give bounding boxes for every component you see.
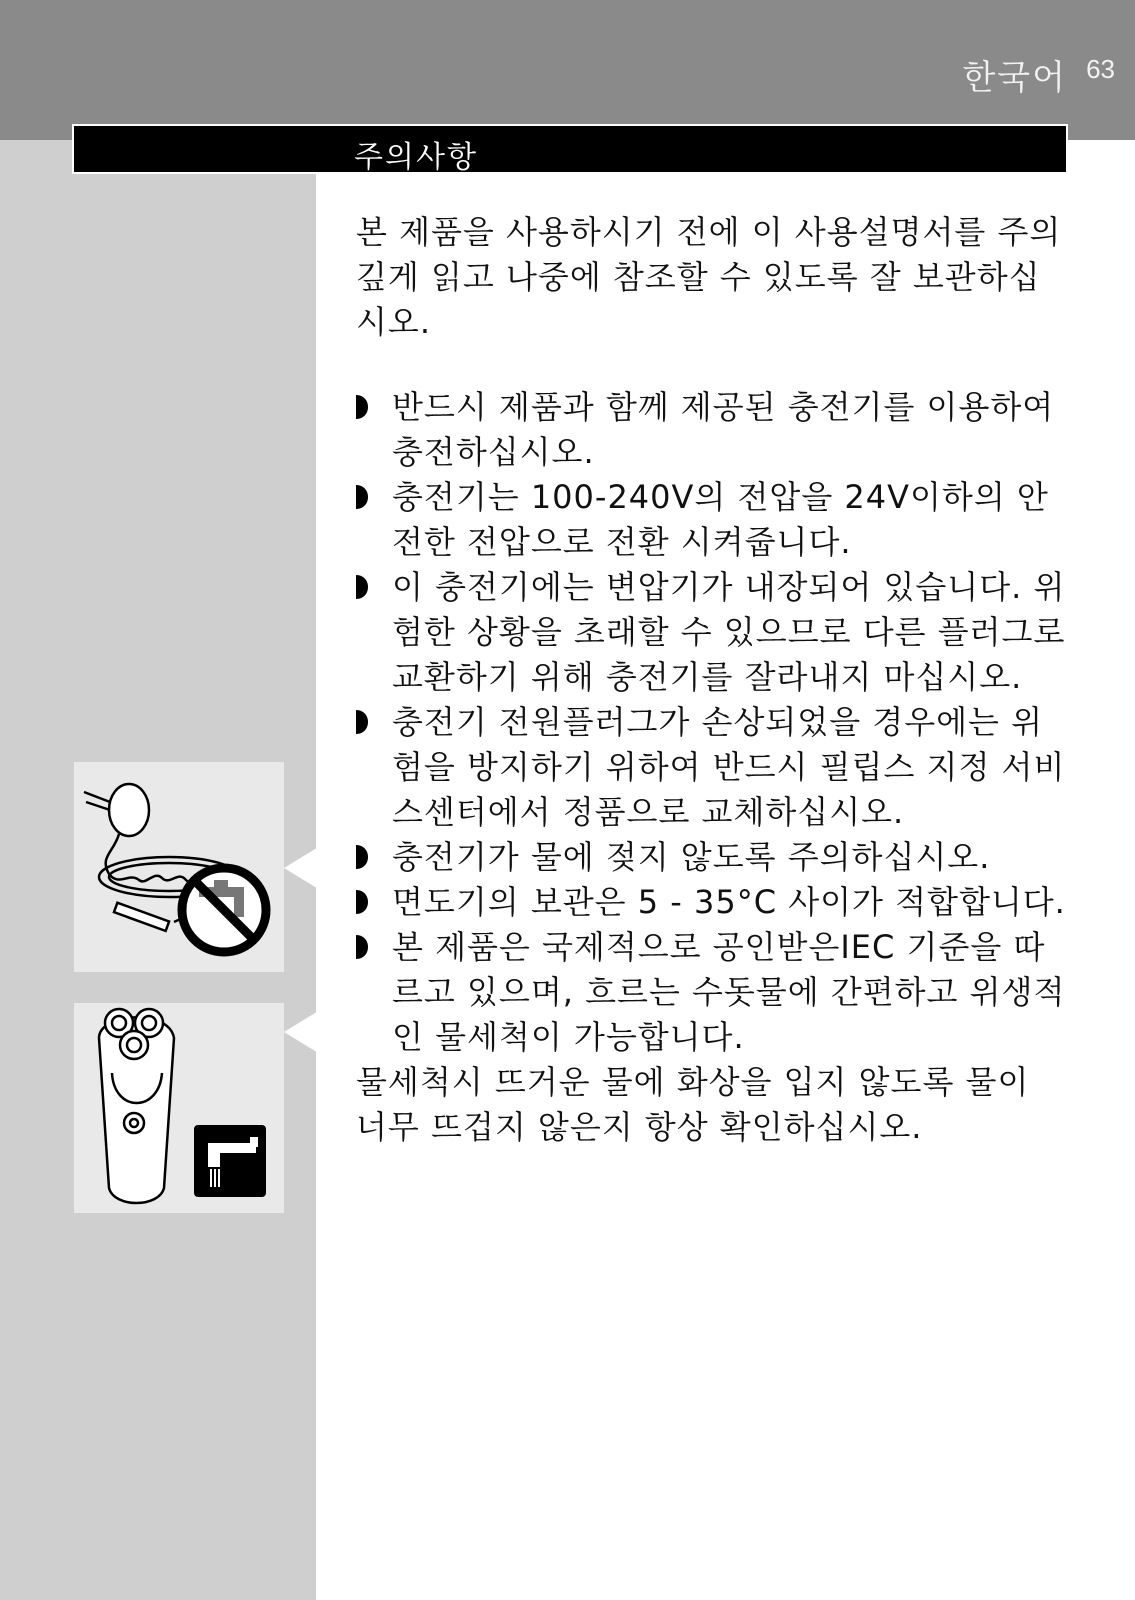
language-label: 한국어 bbox=[962, 58, 1067, 98]
charger-illustration bbox=[74, 762, 284, 972]
shaver-tap-icon bbox=[74, 1003, 284, 1213]
list-item-text: 면도기의 보관은 5 - 35°C 사이가 적합합니다. bbox=[392, 883, 1066, 921]
list-item-text: 이 충전기에는 변압기가 내장되어 있습니다. 위험한 상황을 초래할 수 있으므로 다른 플러그로 교환하기 위해 충전기를 잘라내지 마십시오. bbox=[392, 568, 1066, 696]
list-item-text: 충전기는 100-240V의 전압을 24V이하의 안전한 전압으로 전환 시켜줍니다. bbox=[392, 478, 1049, 561]
list-item bbox=[356, 835, 1068, 880]
shaver-illustration bbox=[74, 1003, 284, 1213]
list-item bbox=[356, 565, 1068, 700]
list-item-text: 반드시 제품과 함께 제공된 충전기를 이용하여 충전하십시오. bbox=[392, 388, 1055, 471]
list-item bbox=[356, 385, 1068, 475]
bullet-icon bbox=[356, 395, 372, 419]
list-item bbox=[356, 700, 1068, 835]
list-item-text: 충전기 전원플러그가 손상되었을 경우에는 위험을 방지하기 위하여 반드시 필립스 지정 서비스센터에서 정품으로 교체하십시오. bbox=[392, 703, 1066, 831]
section-title: 주의사항 bbox=[354, 140, 478, 175]
list-item-text: 본 제품은 국제적으로 공인받은IEC 기준을 따르고 있으며, 흐르는 수돗물에 간편하고 위생적인 물세척이 가능합니다. bbox=[392, 928, 1066, 1056]
bullet-icon bbox=[356, 575, 372, 599]
body-content bbox=[356, 210, 1068, 1150]
bullet-icon bbox=[356, 845, 372, 869]
bullet-icon bbox=[356, 485, 372, 509]
bullet-icon bbox=[356, 935, 372, 959]
list-item bbox=[356, 475, 1068, 565]
page-number: 63 bbox=[1086, 54, 1115, 84]
bullet-icon bbox=[356, 890, 372, 914]
bullet-icon bbox=[356, 710, 372, 734]
precaution-list bbox=[356, 385, 1068, 1060]
illustration-pointer bbox=[284, 846, 320, 890]
list-item-text: 충전기가 물에 젖지 않도록 주의하십시오. bbox=[392, 838, 991, 876]
list-item bbox=[356, 925, 1068, 1060]
section-title-bar bbox=[72, 124, 1068, 174]
intro-paragraph: 본 제품을 사용하시기 전에 이 사용설명서를 주의깊게 읽고 나중에 참조할 수 있도록 잘 보관하십시오. bbox=[356, 213, 1062, 341]
outro-paragraph: 물세척시 뜨거운 물에 화상을 입지 않도록 물이 너무 뜨겁지 않은지 항상 확인하십시오. bbox=[356, 1063, 1030, 1146]
charger-no-water-icon bbox=[74, 762, 284, 972]
list-item bbox=[356, 880, 1068, 925]
illustration-pointer bbox=[284, 1010, 320, 1054]
